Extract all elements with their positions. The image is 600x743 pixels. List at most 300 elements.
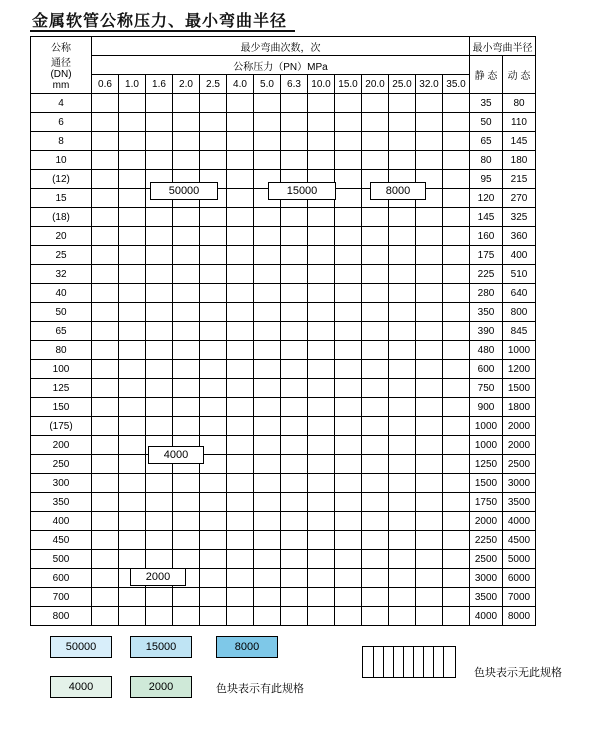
cell-pn bbox=[443, 474, 470, 493]
cell-pn bbox=[173, 284, 200, 303]
cell-pn bbox=[362, 341, 389, 360]
cell-radius-dynamic: 8000 bbox=[503, 607, 536, 626]
legend-swatch-8000: 8000 bbox=[216, 636, 278, 658]
table-row bbox=[31, 132, 536, 151]
cell-pn bbox=[416, 113, 443, 132]
cell-radius-dynamic: 7000 bbox=[503, 588, 536, 607]
cell-pn bbox=[335, 322, 362, 341]
cell-pn bbox=[227, 531, 254, 550]
cell-pn bbox=[335, 474, 362, 493]
cell-radius-dynamic: 2500 bbox=[503, 455, 536, 474]
cell-pn bbox=[254, 303, 281, 322]
cell-pn bbox=[92, 303, 119, 322]
cell-radius-dynamic: 510 bbox=[503, 265, 536, 284]
cell-pn bbox=[281, 550, 308, 569]
cell-pn bbox=[200, 569, 227, 588]
table-row bbox=[31, 493, 536, 512]
legend-swatch-50000: 50000 bbox=[50, 636, 112, 658]
cell-pn bbox=[92, 265, 119, 284]
cell-pn bbox=[335, 569, 362, 588]
cell-pn bbox=[362, 531, 389, 550]
header-pn-0.6: 0.6 bbox=[92, 75, 119, 94]
cell-pn bbox=[146, 303, 173, 322]
cell-pn bbox=[389, 379, 416, 398]
cell-radius-dynamic: 1000 bbox=[503, 341, 536, 360]
cell-pn bbox=[200, 379, 227, 398]
cell-pn bbox=[200, 227, 227, 246]
cell-pn bbox=[119, 607, 146, 626]
cell-pn bbox=[119, 303, 146, 322]
header-pn-6.3: 6.3 bbox=[281, 75, 308, 94]
cell-dn: 600 bbox=[31, 569, 92, 588]
cell-radius-dynamic: 400 bbox=[503, 246, 536, 265]
cell-pn bbox=[146, 113, 173, 132]
cell-radius-static: 50 bbox=[470, 113, 503, 132]
cell-pn bbox=[335, 379, 362, 398]
cell-pn bbox=[146, 417, 173, 436]
cell-pn bbox=[443, 322, 470, 341]
legend-pattern-line bbox=[403, 647, 404, 677]
cell-pn bbox=[362, 113, 389, 132]
cell-pn bbox=[227, 436, 254, 455]
cell-dn: 65 bbox=[31, 322, 92, 341]
cell-pn bbox=[254, 607, 281, 626]
cell-pn bbox=[281, 436, 308, 455]
cell-pn bbox=[443, 170, 470, 189]
cell-pn bbox=[308, 455, 335, 474]
cell-pn bbox=[362, 322, 389, 341]
title-underline bbox=[30, 30, 295, 32]
cell-pn bbox=[119, 417, 146, 436]
cell-pn bbox=[281, 265, 308, 284]
cell-pn bbox=[146, 265, 173, 284]
table-row bbox=[31, 379, 536, 398]
cell-pn bbox=[389, 151, 416, 170]
header-bend-count: 最少弯曲次数，次 bbox=[92, 37, 470, 56]
cell-pn bbox=[362, 398, 389, 417]
cell-pn bbox=[146, 132, 173, 151]
cell-pn bbox=[173, 94, 200, 113]
cell-pn bbox=[119, 322, 146, 341]
cell-pn bbox=[281, 208, 308, 227]
cell-pn bbox=[200, 151, 227, 170]
cell-pn bbox=[254, 569, 281, 588]
cell-pn bbox=[335, 246, 362, 265]
cell-pn bbox=[173, 246, 200, 265]
cell-pn bbox=[362, 550, 389, 569]
cell-pn bbox=[389, 113, 416, 132]
legend-pattern-line bbox=[423, 647, 424, 677]
cell-pn bbox=[335, 189, 362, 208]
cell-pn bbox=[416, 341, 443, 360]
cell-pn bbox=[443, 113, 470, 132]
cell-pn bbox=[308, 550, 335, 569]
cell-pn bbox=[200, 417, 227, 436]
cell-pn bbox=[146, 493, 173, 512]
cell-pn bbox=[254, 265, 281, 284]
cell-pn bbox=[146, 607, 173, 626]
cell-pn bbox=[281, 379, 308, 398]
cell-pn bbox=[200, 322, 227, 341]
table-row bbox=[31, 607, 536, 626]
cell-pn bbox=[281, 398, 308, 417]
cell-pn bbox=[335, 588, 362, 607]
cell-pn bbox=[443, 550, 470, 569]
cell-pn bbox=[362, 284, 389, 303]
cell-pn bbox=[227, 208, 254, 227]
cell-pn bbox=[200, 512, 227, 531]
cell-pn bbox=[281, 132, 308, 151]
cell-pn bbox=[443, 607, 470, 626]
cell-pn bbox=[416, 227, 443, 246]
cell-dn: 6 bbox=[31, 113, 92, 132]
cell-pn bbox=[92, 132, 119, 151]
table-row bbox=[31, 322, 536, 341]
cell-pn bbox=[362, 417, 389, 436]
cell-pn bbox=[362, 360, 389, 379]
cell-pn bbox=[443, 151, 470, 170]
cell-pn bbox=[227, 493, 254, 512]
cell-pn bbox=[173, 588, 200, 607]
cell-pn bbox=[92, 151, 119, 170]
legend-pattern-line bbox=[443, 647, 444, 677]
cell-radius-dynamic: 3000 bbox=[503, 474, 536, 493]
cell-pn bbox=[389, 265, 416, 284]
header-row-2 bbox=[31, 56, 536, 75]
cell-pn bbox=[335, 151, 362, 170]
cell-pn bbox=[173, 132, 200, 151]
cell-pn bbox=[227, 284, 254, 303]
cell-dn: 25 bbox=[31, 246, 92, 265]
cell-pn bbox=[443, 189, 470, 208]
cell-pn bbox=[362, 455, 389, 474]
cell-radius-static: 2000 bbox=[470, 512, 503, 531]
cell-pn bbox=[416, 436, 443, 455]
table-row bbox=[31, 512, 536, 531]
cell-radius-static: 120 bbox=[470, 189, 503, 208]
cell-pn bbox=[362, 512, 389, 531]
cell-radius-dynamic: 845 bbox=[503, 322, 536, 341]
cell-pn bbox=[389, 246, 416, 265]
cell-pn bbox=[443, 569, 470, 588]
header-pn-2.0: 2.0 bbox=[173, 75, 200, 94]
cell-pn bbox=[416, 569, 443, 588]
legend bbox=[30, 632, 570, 702]
cell-pn bbox=[146, 379, 173, 398]
cell-pn bbox=[389, 531, 416, 550]
cell-pn bbox=[416, 265, 443, 284]
cell-pn bbox=[254, 417, 281, 436]
cell-pn bbox=[200, 246, 227, 265]
cell-pn bbox=[416, 360, 443, 379]
cell-radius-dynamic: 5000 bbox=[503, 550, 536, 569]
table-head bbox=[31, 37, 536, 94]
cell-pn bbox=[254, 493, 281, 512]
cell-radius-dynamic: 145 bbox=[503, 132, 536, 151]
cell-pn bbox=[308, 265, 335, 284]
header-dn-line-3: mm bbox=[52, 80, 70, 91]
cell-pn bbox=[362, 379, 389, 398]
header-dn bbox=[31, 37, 92, 94]
cell-pn bbox=[92, 474, 119, 493]
cell-pn bbox=[227, 398, 254, 417]
cell-pn bbox=[362, 246, 389, 265]
cell-pn bbox=[119, 113, 146, 132]
cell-pn bbox=[443, 379, 470, 398]
cell-pn bbox=[200, 493, 227, 512]
cell-pn bbox=[92, 493, 119, 512]
cell-pn bbox=[254, 455, 281, 474]
cell-pn bbox=[443, 436, 470, 455]
cell-pn bbox=[173, 227, 200, 246]
cell-pn bbox=[146, 474, 173, 493]
cell-radius-static: 4000 bbox=[470, 607, 503, 626]
cell-pn bbox=[173, 113, 200, 132]
cell-pn bbox=[389, 493, 416, 512]
cell-pn bbox=[119, 493, 146, 512]
cell-radius-static: 480 bbox=[470, 341, 503, 360]
table-row bbox=[31, 151, 536, 170]
header-pn-15.0: 15.0 bbox=[335, 75, 362, 94]
table-row bbox=[31, 94, 536, 113]
cell-dn: 15 bbox=[31, 189, 92, 208]
cell-pn bbox=[362, 588, 389, 607]
legend-swatch-2000: 2000 bbox=[130, 676, 192, 698]
cell-pn bbox=[389, 208, 416, 227]
cell-pn bbox=[254, 208, 281, 227]
cell-pn bbox=[335, 170, 362, 189]
cell-radius-static: 175 bbox=[470, 246, 503, 265]
callout-8000: 8000 bbox=[370, 182, 426, 200]
cell-pn bbox=[389, 284, 416, 303]
legend-swatch-15000: 15000 bbox=[130, 636, 192, 658]
cell-pn bbox=[227, 94, 254, 113]
cell-pn bbox=[335, 132, 362, 151]
cell-radius-dynamic: 3500 bbox=[503, 493, 536, 512]
cell-pn bbox=[146, 94, 173, 113]
cell-radius-static: 145 bbox=[470, 208, 503, 227]
cell-pn bbox=[281, 322, 308, 341]
cell-pn bbox=[389, 94, 416, 113]
cell-dn: 500 bbox=[31, 550, 92, 569]
cell-pn bbox=[335, 531, 362, 550]
cell-pn bbox=[173, 151, 200, 170]
header-pressure: 公称压力（PN）MPa bbox=[92, 56, 470, 75]
cell-pn bbox=[281, 246, 308, 265]
cell-pn bbox=[119, 550, 146, 569]
cell-pn bbox=[281, 94, 308, 113]
cell-pn bbox=[227, 588, 254, 607]
cell-dn: (12) bbox=[31, 170, 92, 189]
cell-pn bbox=[281, 360, 308, 379]
cell-pn bbox=[308, 512, 335, 531]
header-dn-line-1: 通径 bbox=[51, 58, 71, 69]
cell-dn: 32 bbox=[31, 265, 92, 284]
cell-pn bbox=[173, 360, 200, 379]
callout-50000: 50000 bbox=[150, 182, 218, 200]
cell-pn bbox=[443, 208, 470, 227]
cell-pn bbox=[146, 341, 173, 360]
cell-pn bbox=[308, 94, 335, 113]
cell-pn bbox=[416, 94, 443, 113]
cell-dn: 800 bbox=[31, 607, 92, 626]
cell-dn: 20 bbox=[31, 227, 92, 246]
cell-pn bbox=[227, 360, 254, 379]
cell-pn bbox=[443, 417, 470, 436]
cell-pn bbox=[281, 512, 308, 531]
cell-pn bbox=[119, 398, 146, 417]
cell-pn bbox=[389, 455, 416, 474]
cell-pn bbox=[281, 569, 308, 588]
header-pn-4.0: 4.0 bbox=[227, 75, 254, 94]
table-row bbox=[31, 436, 536, 455]
cell-pn bbox=[443, 588, 470, 607]
cell-radius-dynamic: 360 bbox=[503, 227, 536, 246]
cell-pn bbox=[362, 303, 389, 322]
cell-dn: 50 bbox=[31, 303, 92, 322]
cell-pn bbox=[119, 151, 146, 170]
legend-swatch-4000: 4000 bbox=[50, 676, 112, 698]
callout-15000: 15000 bbox=[268, 182, 336, 200]
header-pn-1.6: 1.6 bbox=[146, 75, 173, 94]
cell-pn bbox=[254, 246, 281, 265]
cell-pn bbox=[146, 322, 173, 341]
cell-dn: 250 bbox=[31, 455, 92, 474]
cell-pn bbox=[92, 512, 119, 531]
cell-pn bbox=[227, 569, 254, 588]
cell-pn bbox=[173, 265, 200, 284]
cell-pn bbox=[335, 436, 362, 455]
cell-pn bbox=[308, 474, 335, 493]
legend-note-available: 色块表示有此规格 bbox=[216, 683, 304, 695]
cell-pn bbox=[119, 531, 146, 550]
cell-dn: 4 bbox=[31, 94, 92, 113]
cell-radius-static: 225 bbox=[470, 265, 503, 284]
cell-pn bbox=[362, 493, 389, 512]
cell-pn bbox=[335, 94, 362, 113]
cell-radius-dynamic: 4500 bbox=[503, 531, 536, 550]
cell-pn bbox=[335, 607, 362, 626]
cell-pn bbox=[389, 303, 416, 322]
cell-pn bbox=[416, 208, 443, 227]
cell-radius-static: 390 bbox=[470, 322, 503, 341]
cell-pn bbox=[416, 417, 443, 436]
cell-pn bbox=[92, 322, 119, 341]
cell-pn bbox=[362, 94, 389, 113]
cell-pn bbox=[173, 607, 200, 626]
cell-pn bbox=[227, 265, 254, 284]
table-row bbox=[31, 246, 536, 265]
cell-pn bbox=[281, 303, 308, 322]
header-dn-line-0: 公称 bbox=[51, 43, 71, 54]
cell-pn bbox=[200, 208, 227, 227]
cell-dn: 450 bbox=[31, 531, 92, 550]
cell-pn bbox=[92, 341, 119, 360]
cell-pn bbox=[443, 94, 470, 113]
cell-dn: 350 bbox=[31, 493, 92, 512]
cell-radius-static: 95 bbox=[470, 170, 503, 189]
cell-pn bbox=[443, 455, 470, 474]
cell-pn bbox=[227, 322, 254, 341]
cell-pn bbox=[173, 341, 200, 360]
cell-pn bbox=[92, 208, 119, 227]
cell-pn bbox=[335, 303, 362, 322]
cell-pn bbox=[362, 208, 389, 227]
table-row bbox=[31, 531, 536, 550]
cell-radius-dynamic: 6000 bbox=[503, 569, 536, 588]
cell-pn bbox=[146, 550, 173, 569]
header-row-1 bbox=[31, 37, 536, 56]
cell-pn bbox=[281, 284, 308, 303]
cell-pn bbox=[119, 189, 146, 208]
cell-pn bbox=[92, 455, 119, 474]
cell-pn bbox=[362, 474, 389, 493]
header-radius-dynamic: 动 态 bbox=[503, 56, 536, 94]
cell-pn bbox=[119, 132, 146, 151]
cell-radius-static: 1250 bbox=[470, 455, 503, 474]
cell-pn bbox=[443, 284, 470, 303]
cell-pn bbox=[308, 303, 335, 322]
cell-pn bbox=[173, 512, 200, 531]
cell-pn bbox=[227, 550, 254, 569]
cell-pn bbox=[443, 265, 470, 284]
cell-radius-static: 35 bbox=[470, 94, 503, 113]
cell-pn bbox=[119, 246, 146, 265]
cell-pn bbox=[146, 284, 173, 303]
cell-pn bbox=[227, 379, 254, 398]
legend-pattern-line bbox=[373, 647, 374, 677]
cell-pn bbox=[362, 436, 389, 455]
cell-pn bbox=[92, 360, 119, 379]
cell-pn bbox=[416, 132, 443, 151]
table-row bbox=[31, 360, 536, 379]
cell-pn bbox=[146, 227, 173, 246]
header-dn-line-2: (DN) bbox=[50, 69, 72, 80]
cell-pn bbox=[362, 227, 389, 246]
cell-pn bbox=[200, 113, 227, 132]
cell-pn bbox=[92, 284, 119, 303]
cell-pn bbox=[362, 151, 389, 170]
cell-pn bbox=[308, 208, 335, 227]
cell-pn bbox=[308, 246, 335, 265]
cell-pn bbox=[416, 455, 443, 474]
cell-pn bbox=[389, 436, 416, 455]
cell-pn bbox=[308, 360, 335, 379]
cell-pn bbox=[173, 531, 200, 550]
cell-pn bbox=[308, 588, 335, 607]
cell-pn bbox=[254, 474, 281, 493]
cell-pn bbox=[335, 550, 362, 569]
cell-pn bbox=[146, 512, 173, 531]
table-row bbox=[31, 398, 536, 417]
cell-radius-static: 1500 bbox=[470, 474, 503, 493]
cell-pn bbox=[308, 493, 335, 512]
cell-pn bbox=[173, 379, 200, 398]
cell-radius-static: 900 bbox=[470, 398, 503, 417]
cell-pn bbox=[119, 94, 146, 113]
callout-4000: 4000 bbox=[148, 446, 204, 464]
cell-pn bbox=[173, 322, 200, 341]
cell-pn bbox=[200, 265, 227, 284]
cell-pn bbox=[200, 132, 227, 151]
cell-pn bbox=[254, 284, 281, 303]
cell-pn bbox=[119, 455, 146, 474]
cell-dn: 40 bbox=[31, 284, 92, 303]
cell-pn bbox=[281, 227, 308, 246]
cell-pn bbox=[335, 265, 362, 284]
legend-note-unavailable: 色块表示无此规格 bbox=[474, 667, 562, 679]
cell-radius-dynamic: 800 bbox=[503, 303, 536, 322]
